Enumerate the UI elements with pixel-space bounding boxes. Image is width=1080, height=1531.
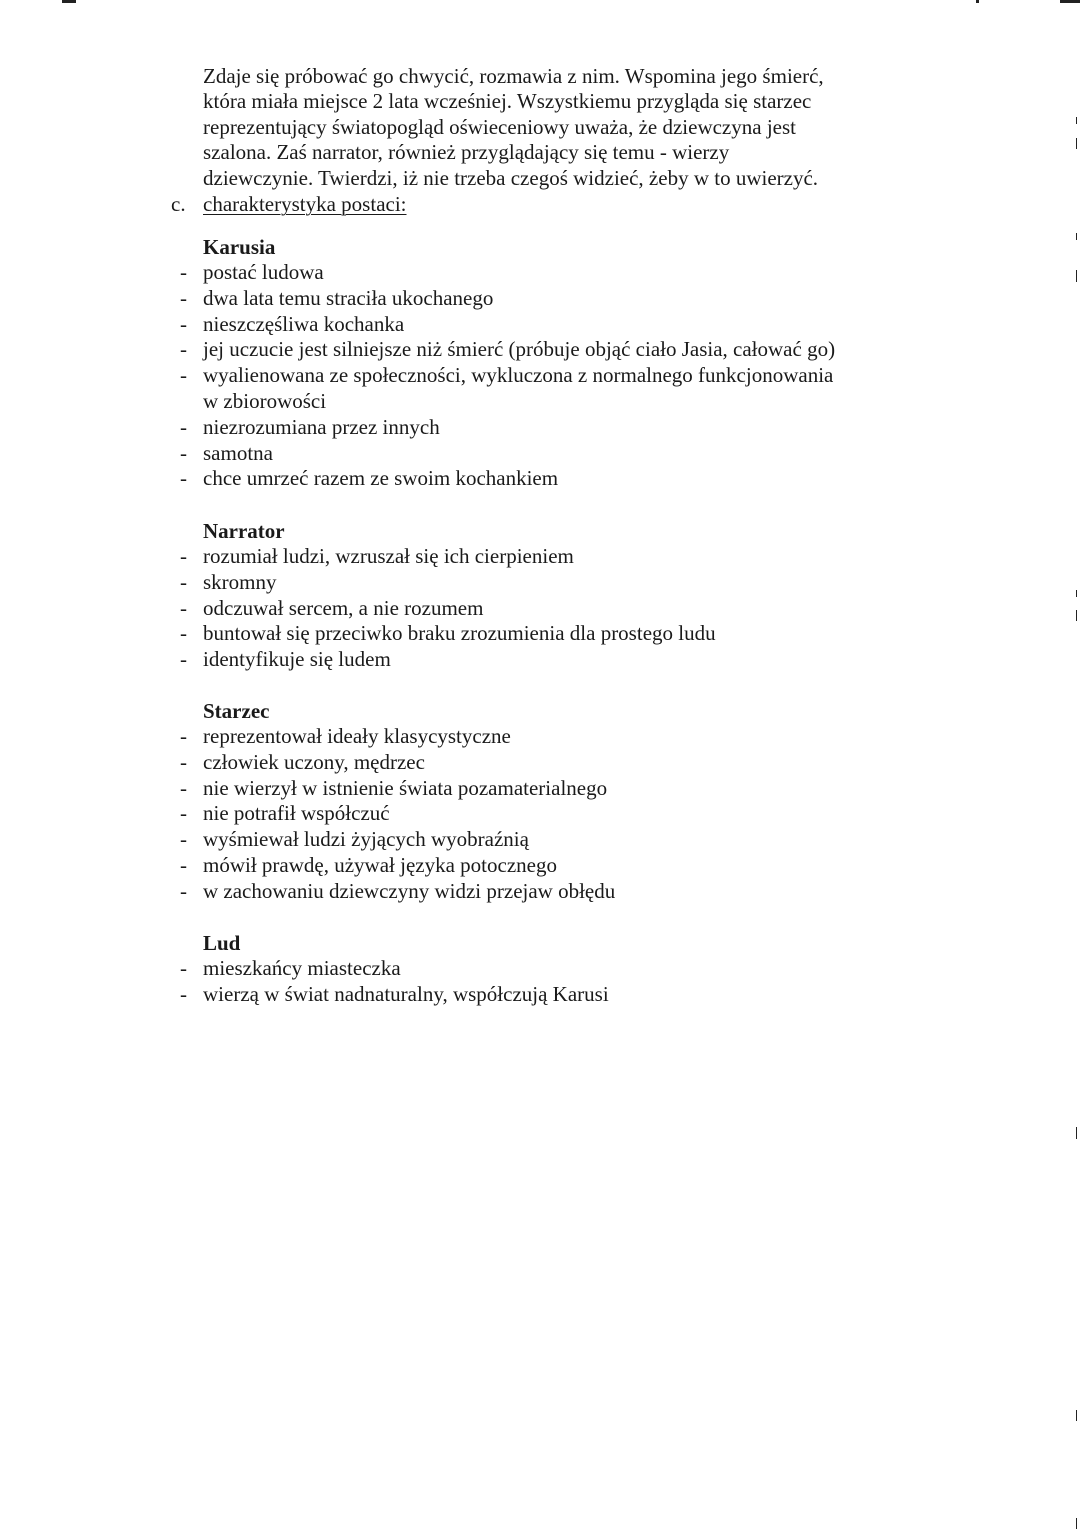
scan-edge-tick — [1076, 590, 1077, 597]
trait-item — [0, 441, 1000, 467]
intro-line: reprezentujący światopogląd oświeceniowy uważa, że dziewczyna jest — [203, 114, 796, 139]
bullet-dash: - — [180, 363, 187, 388]
trait-item — [0, 544, 1000, 570]
scan-edge-mark-top-mid — [976, 0, 979, 3]
intro-paragraph — [203, 64, 923, 191]
trait-text: samotna — [203, 440, 273, 465]
trait-text: identyfikuje się ludem — [203, 647, 391, 672]
bullet-dash: - — [180, 801, 187, 826]
scan-edge-tick — [1076, 1127, 1077, 1139]
trait-item — [0, 827, 1000, 853]
trait-item — [0, 801, 1000, 827]
scan-edge-mark-top-right — [1060, 0, 1080, 3]
intro-line: szalona. Zaś narrator, również przyglądający się temu - wierzy — [203, 140, 730, 165]
bullet-dash: - — [180, 981, 187, 1006]
trait-text: mieszkańcy miasteczka — [203, 956, 401, 980]
trait-text: skromny — [203, 569, 277, 594]
trait-text: nie potrafił współczuć — [203, 801, 390, 826]
bullet-dash: - — [180, 621, 187, 646]
character-name: Narrator — [203, 519, 285, 543]
bullet-dash: - — [180, 337, 187, 362]
trait-item — [0, 724, 1000, 750]
character-block-karusia — [0, 234, 1000, 492]
scan-edge-tick — [1076, 610, 1077, 621]
trait-text: rozumiał ludzi, wzruszał się ich cierpieniem — [203, 544, 574, 568]
trait-item — [0, 286, 1000, 312]
trait-item — [0, 312, 1000, 338]
trait-item — [0, 466, 1000, 492]
character-name: Lud — [203, 931, 241, 955]
scan-edge-tick — [1076, 138, 1077, 149]
trait-text: nie wierzył w istnienie świata pozamaterialnego — [203, 775, 608, 800]
bullet-dash: - — [180, 414, 187, 439]
bullet-dash: - — [180, 878, 187, 903]
scan-edge-tick — [1076, 1410, 1077, 1421]
character-name: Starzec — [203, 699, 270, 723]
trait-item — [0, 956, 1000, 982]
trait-item — [0, 982, 1000, 1008]
trait-text: jej uczucie jest silniejsze niż śmierć (próbuje objąć ciało Jasia, całować go) — [203, 337, 836, 362]
intro-line: dziewczynie. Twierdzi, iż nie trzeba czegoś widzieć, żeby w to uwierzyć. — [203, 165, 819, 190]
trait-text: odczuwał sercem, a nie rozumem — [203, 595, 484, 620]
trait-item — [0, 750, 1000, 776]
trait-text: człowiek uczony, mędrzec — [203, 749, 425, 774]
trait-item — [0, 853, 1000, 879]
trait-item — [0, 570, 1000, 596]
bullet-dash: - — [180, 749, 187, 774]
trait-text: dwa lata temu straciła ukochanego — [203, 285, 494, 310]
bullet-dash: - — [180, 311, 187, 336]
section-title: charakterystyka postaci: — [203, 192, 407, 216]
bullet-dash: - — [180, 647, 187, 672]
intro-line: która miała miejsce 2 lata wcześniej. Wszystkiemu przygląda się starzec — [203, 89, 812, 114]
bullet-dash: - — [180, 852, 187, 877]
bullet-dash: - — [180, 569, 187, 594]
bullet-dash: - — [180, 544, 187, 568]
trait-item — [0, 415, 1000, 441]
character-name: Karusia — [203, 235, 276, 259]
trait-text: reprezentował ideały klasycystyczne — [203, 724, 511, 748]
trait-list — [0, 260, 1000, 492]
bullet-dash: - — [180, 724, 187, 748]
scan-edge-mark-top-left — [62, 0, 76, 3]
trait-item — [0, 596, 1000, 622]
bullet-dash: - — [180, 440, 187, 465]
character-block-lud — [0, 930, 1000, 1008]
bullet-dash: - — [180, 285, 187, 310]
trait-item — [0, 647, 1000, 673]
trait-text: buntował się przeciwko braku zrozumienia dla prostego ludu — [203, 621, 716, 646]
trait-text: nieszczęśliwa kochanka — [203, 311, 405, 336]
section-marker: c. — [171, 192, 186, 216]
trait-item — [0, 776, 1000, 802]
trait-item — [0, 621, 1000, 647]
intro-line: Zdaje się próbować go chwycić, rozmawia z nim. Wspomina jego śmierć, — [203, 64, 824, 88]
trait-list — [0, 956, 1000, 1008]
scan-edge-tick — [1076, 270, 1077, 282]
trait-item — [0, 260, 1000, 286]
trait-text: wyśmiewał ludzi żyjących wyobraźnią — [203, 827, 529, 852]
trait-text: wyalienowana ze społeczności, wykluczona z normalnego funkcjonowania w zbiorowości — [203, 363, 834, 413]
scan-edge-tick — [1076, 1518, 1077, 1529]
bullet-dash: - — [180, 260, 187, 284]
trait-item — [0, 363, 1000, 415]
trait-text: chce umrzeć razem ze swoim kochankiem — [203, 466, 559, 491]
trait-text: niezrozumiana przez innych — [203, 414, 440, 439]
trait-text: w zachowaniu dziewczyny widzi przejaw obłędu — [203, 878, 616, 903]
trait-item — [0, 337, 1000, 363]
scan-edge-tick — [1076, 233, 1077, 240]
bullet-dash: - — [180, 466, 187, 491]
bullet-dash: - — [180, 956, 187, 980]
trait-list — [0, 544, 1000, 673]
trait-text: postać ludowa — [203, 260, 324, 284]
bullet-dash: - — [180, 775, 187, 800]
trait-list — [0, 724, 1000, 905]
trait-text: wierzą w świat nadnaturalny, współczują Karusi — [203, 981, 609, 1006]
bullet-dash: - — [180, 595, 187, 620]
character-block-narrator — [0, 518, 1000, 673]
scan-edge-tick — [1076, 117, 1077, 124]
trait-text: mówił prawdę, używał języka potocznego — [203, 852, 557, 877]
bullet-dash: - — [180, 827, 187, 852]
character-block-starzec — [0, 698, 1000, 905]
section-heading — [171, 192, 407, 217]
trait-item — [0, 879, 1000, 905]
